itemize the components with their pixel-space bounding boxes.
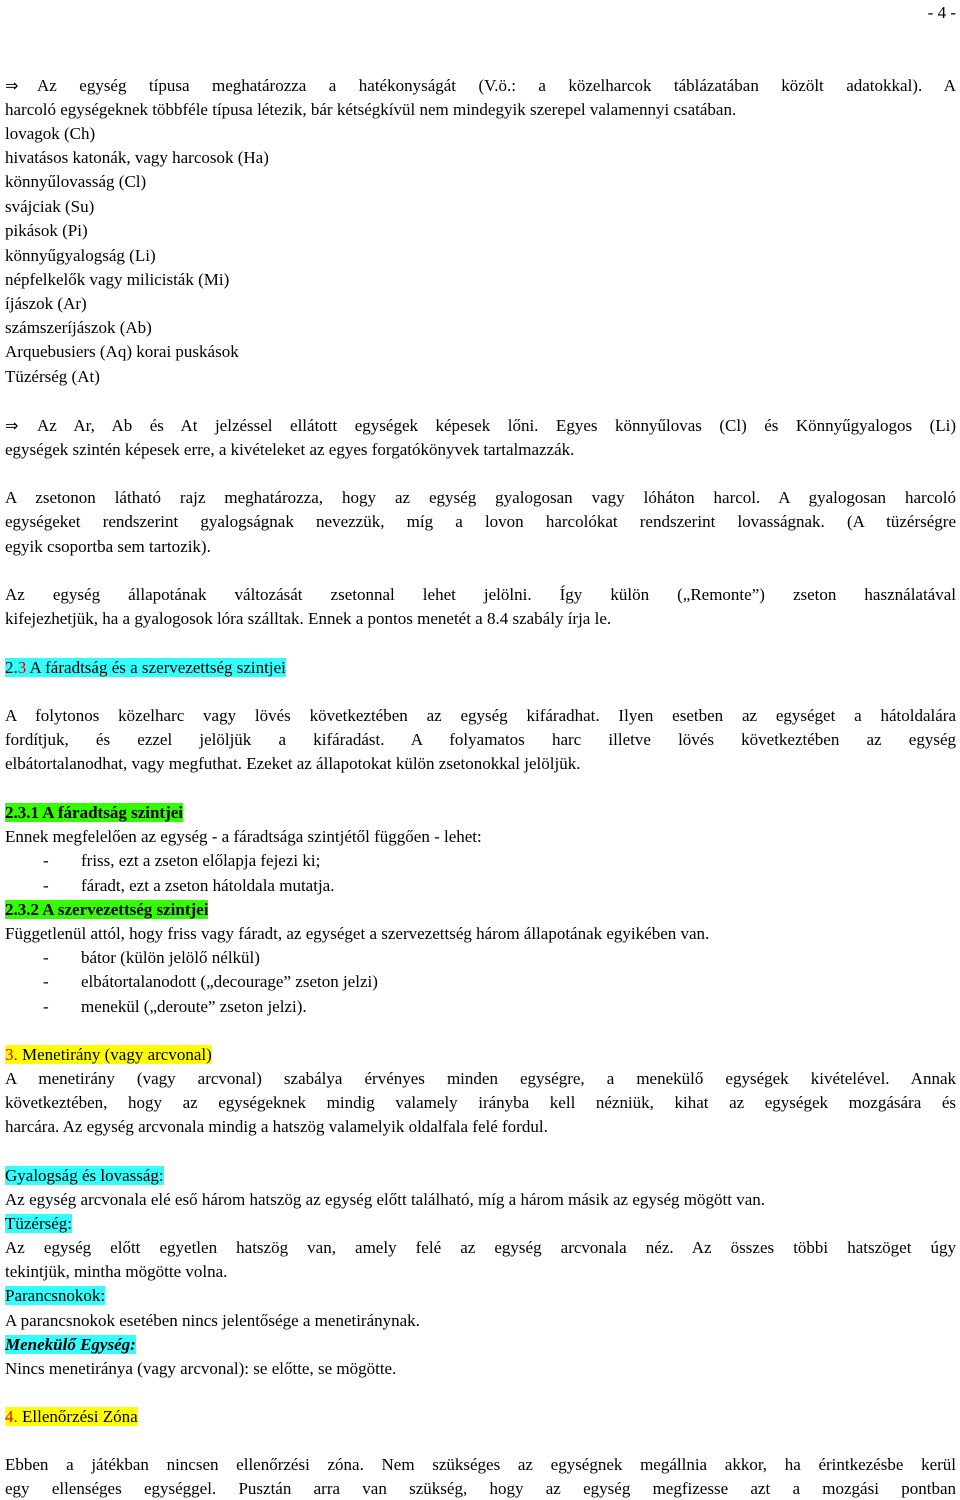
unit-type-item: könnyűlovasság (Cl) [5,172,147,191]
subheading-commanders: Parancsnokok: [5,1286,106,1305]
paragraph-facing-line-2: következtében, hogy az egységeknek mindig valamely irányba kell nézniük, kihat az egységek mozgására és [5,1093,956,1112]
paragraph-shooting-line-1: ⇒ Az Ar, Ab és At jelzéssel ellátott egységek képesek lőni. Egyes könnyűlovas (Cl) és Könnyűgyalogos (Li) [5,416,956,435]
section-heading-3: 3. Menetirány (vagy arcvonal) [5,1045,212,1064]
section-heading-2-3-2: 2.3.2 A szervezettség szintjei [5,900,209,919]
paragraph-organization: Függetlenül attól, hogy friss vagy fáradt, az egységet a szervezettség három állapotának egyikében van. [5,924,710,943]
section-heading-2-3-1: 2.3.1 A fáradtság szintjei [5,803,184,822]
paragraph-state-line-2: kifejezhetjük, ha a gyalogosok lóra szálltak. Ennek a pontos menetét a 8.4 szabály írja le. [5,609,612,628]
unit-type-item: svájciak (Su) [5,197,95,216]
page-number: - 4 - [927,3,956,22]
paragraph-facing-line-3: harcára. Az egység arcvonala mindig a hatszög valamelyik oldalfala felé fordul. [5,1117,548,1136]
paragraph-artillery-line-1: Az egység előtt egyetlen hatszög van, amely felé az egység arcvonala néz. Az összes többi hatszöget úgy [5,1238,956,1257]
unit-type-item: Arquebusiers (Aq) korai puskások [5,342,239,361]
unit-type-item: népfelkelők vagy milicisták (Mi) [5,270,230,289]
paragraph-token-line-3: egyik csoportba sem tartozik). [5,537,211,556]
section-heading-2-3: 2.3 A fáradtság és a szervezettség szintjei [5,658,286,677]
double-arrow-right-icon: ⇒ [5,416,19,435]
unit-type-item: íjászok (Ar) [5,294,87,313]
subheading-routing-unit: Menekülő Egység: [5,1335,136,1354]
unit-type-item: Tüzérség (At) [5,367,100,386]
paragraph-commanders: A parancsnokok esetében nincs jelentősége a menetiránynak. [5,1311,420,1330]
unit-type-item: könnyűgyalogság (Li) [5,246,156,265]
subheading-artillery: Tüzérség: [5,1214,73,1233]
paragraph-unit-type-line-2: harcoló egységeknek többféle típusa létezik, bár kétségkívül nem mindegyik szerepel valamennyi csatában. [5,100,737,119]
unit-type-item: pikások (Pi) [5,221,88,240]
paragraph-state-line-1: Az egység állapotának változását zsetonnal lehet jelölni. Így külön („Remonte”) zseton használatával [5,585,956,604]
list-item: - elbátortalanodott („decourage” zseton jelzi) [43,972,378,991]
paragraph-unit-type-line-1: ⇒ Az egység típusa meghatározza a hatékonyságát (V.ö.: a közelharcok táblázatában közölt adatokkal). A [5,76,956,95]
list-item: - friss, ezt a zseton előlapja fejezi ki; [43,851,321,870]
unit-type-item: számszeríjászok (Ab) [5,318,152,337]
paragraph-zoc-line-2: egy ellenséges egységgel. Pusztán arra van szükség, hogy az egység megfizesse azt a mozgási pontban [5,1479,956,1498]
unit-type-item: lovagok (Ch) [5,124,96,143]
paragraph-fatigue-line-2: fordítjuk, és ezzel jelöljük a kifáradást. A folyamatos harc illetve lövés következtében az egység [5,730,956,749]
paragraph-infantry-cavalry: Az egység arcvonala elé eső három hatszög az egység előtt található, míg a három másik az egység mögött van. [5,1190,766,1209]
paragraph-shooting-line-2: egységek szintén képesek erre, a kivételeket az egyes forgatókönyvek tartalmazzák. [5,440,575,459]
list-item: - fáradt, ezt a zseton hátoldala mutatja. [43,876,335,895]
paragraph-artillery-line-2: tekintjük, mintha mögötte volna. [5,1262,228,1281]
list-item: - bátor (külön jelölő nélkül) [43,948,260,967]
subheading-infantry-cavalry: Gyalogság és lovasság: [5,1166,164,1185]
section-heading-4: 4. Ellenőrzési Zóna [5,1407,138,1426]
double-arrow-right-icon: ⇒ [5,76,19,95]
paragraph-token-line-2: egységeket rendszerint gyalogságnak nevezzük, míg a lovon harcolókat rendszerint lovasságnak. (A tüzérségre [5,512,956,531]
paragraph-fatigue-line-3: elbátortalanodhat, vagy megfuthat. Ezeket az állapotokat külön zsetonokkal jelöljük. [5,754,581,773]
unit-type-item: hivatásos katonák, vagy harcosok (Ha) [5,148,269,167]
paragraph-facing-line-1: A menetirány (vagy arcvonal) szabálya érvényes minden egységre, a menekülő egységek kivételével. Annak [5,1069,956,1088]
paragraph-fatigue-levels: Ennek megfelelően az egység - a fáradtsága szintjétől függően - lehet: [5,827,482,846]
paragraph-fatigue-line-1: A folytonos közelharc vagy lövés következtében az egység kifáradhat. Ilyen esetben az egységet a hátoldalára [5,706,956,725]
paragraph-zoc-line-1: Ebben a játékban nincsen ellenőrzési zóna. Nem szükséges az egységnek megállnia akkor, ha érintkezésbe kerül [5,1455,956,1474]
list-item: - menekül („deroute” zseton jelzi). [43,997,307,1016]
paragraph-token-line-1: A zsetonon látható rajz meghatározza, hogy az egység gyalogosan vagy lóháton harcol. A gyalogosan harcoló [5,488,956,507]
paragraph-routing-unit: Nincs menetiránya (vagy arcvonal): se előtte, se mögötte. [5,1359,397,1378]
